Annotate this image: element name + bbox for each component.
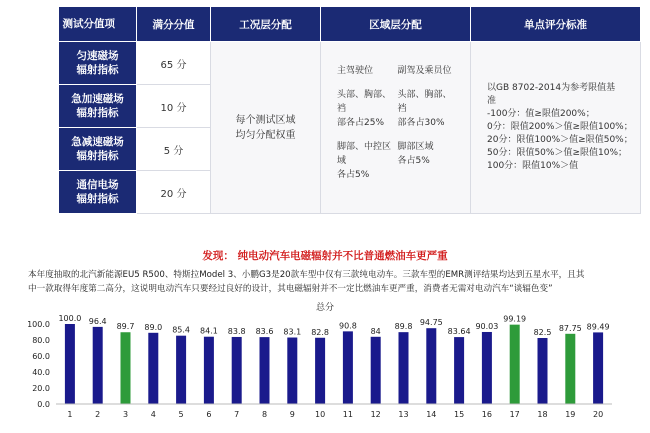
driver-region	[337, 64, 398, 192]
value-label: 89.7	[116, 322, 135, 332]
x-tick-label: 16	[481, 410, 492, 419]
passenger-title: 副驾及乘员位	[397, 65, 452, 76]
bar-19	[565, 334, 575, 404]
metric-cell: 急加速磁场 辐射指标	[59, 85, 137, 128]
x-tick-label: 8	[261, 410, 268, 419]
bar-6	[204, 337, 214, 404]
y-tick-label: 40.0	[32, 368, 50, 377]
value-label: 83.6	[255, 327, 274, 337]
metric-cell: 匀速磁场 辐射指标	[59, 42, 137, 85]
value-label: 89.8	[394, 322, 413, 332]
bar-7	[232, 337, 242, 404]
header-region-alloc: 区域层分配	[321, 7, 471, 42]
passenger-region	[398, 64, 459, 192]
value-label: 99.19	[503, 314, 527, 324]
bar-13	[399, 332, 409, 404]
standard-cell	[471, 42, 641, 214]
value-label: 96.4	[88, 316, 107, 326]
driver-title: 主驾驶位	[337, 65, 374, 76]
bar-3	[121, 332, 131, 404]
passenger-part2: 脚部区域 各占5%	[397, 141, 434, 166]
x-tick-label: 11	[342, 410, 353, 419]
bar-18	[538, 338, 548, 404]
x-tick-label: 15	[454, 410, 465, 419]
value-label: 83.8	[227, 326, 246, 336]
header-full-score: 满分分值	[137, 7, 211, 42]
table-row	[59, 42, 641, 85]
value-label: 85.4	[172, 325, 191, 335]
value-label: 90.03	[475, 321, 499, 331]
x-tick-label: 4	[150, 410, 156, 419]
finding-line-2: 中一款取得年度第二高分，这说明电动汽车只要经过良好的设计，其电磁辐射并不一定比燃油车更严重，消费者无需对电动汽车“谈辐色变”	[28, 284, 553, 294]
value-label: 90.8	[338, 321, 357, 331]
x-tick-label: 12	[370, 410, 381, 419]
x-tick-label: 10	[315, 410, 326, 419]
x-tick-label: 7	[234, 410, 240, 419]
value-label: 89.0	[144, 322, 163, 332]
bar-9	[287, 338, 297, 404]
bar-10	[315, 338, 325, 404]
bar-11	[343, 331, 353, 404]
x-tick-label: 14	[426, 410, 437, 419]
score-cell: 65 分	[137, 42, 211, 85]
score-cell: 20 分	[137, 171, 211, 214]
value-label: 82.5	[533, 328, 552, 337]
score-bar-chart	[0, 298, 650, 433]
bar-5	[176, 336, 186, 404]
y-tick-label: 60.0	[32, 352, 50, 361]
bar-14	[426, 328, 436, 404]
bar-12	[371, 337, 381, 404]
finding-line-1: 本年度抽取的北汽新能源EU5 R500、特斯拉Model 3、小鹏G3是20款车型中仅有三款纯电动车。三款车型的EMR测评结果均达到五星水平，且其	[28, 270, 585, 280]
value-label: 94.75	[419, 318, 443, 328]
header-test-item: 测试分值项	[59, 7, 137, 42]
bar-1	[65, 324, 75, 404]
bar-17	[510, 325, 520, 404]
score-cell: 10 分	[137, 85, 211, 128]
x-tick-label: 20	[593, 410, 604, 419]
value-label: 100.0	[58, 314, 82, 323]
bar-16	[482, 332, 492, 404]
y-tick-label: 80.0	[32, 336, 50, 345]
x-tick-label: 2	[95, 410, 101, 419]
value-labels	[58, 314, 609, 337]
finding-text	[28, 268, 632, 296]
x-tick-label: 3	[122, 410, 129, 419]
value-label: 87.75	[558, 323, 582, 333]
value-label: 83.1	[283, 327, 302, 337]
header-standard: 单点评分标准	[471, 7, 641, 42]
work-alloc-cell: 每个测试区域 均匀分配权重	[211, 42, 321, 214]
value-label: 82.8	[311, 327, 330, 337]
value-label: 83.64	[447, 327, 471, 337]
value-label: 84.1	[199, 326, 218, 336]
standard-text: 以GB 8702-2014为参考限值基 准 -100分：值≥限值200%； 0分：限值200%＞值≥限值100%； 20分：限值100%＞值≥限值50%； 50分：限值50%＞值≥限值10%； 100分：限值10%＞值	[487, 83, 633, 171]
header-work-alloc: 工况层分配	[211, 7, 321, 42]
bar-20	[593, 332, 603, 404]
driver-part2: 脚部、中控区域 各占5%	[337, 141, 392, 180]
x-tick-label: 9	[289, 410, 295, 419]
finding-title: 发现： 纯电动汽车电磁辐射并不比普通燃油车更严重	[202, 250, 448, 262]
x-tick-label: 6	[206, 410, 212, 419]
metric-cell: 急减速磁场 辐射指标	[59, 128, 137, 171]
value-label: 89.49	[586, 322, 610, 332]
x-axis	[56, 404, 612, 419]
chart-title: 总分	[315, 303, 335, 313]
bar-2	[93, 327, 103, 404]
value-label: 84	[370, 326, 381, 336]
metric-cell: 通信电场 辐射指标	[59, 171, 137, 214]
y-tick-label: 20.0	[32, 384, 50, 393]
bar-4	[148, 333, 158, 404]
x-tick-label: 18	[537, 410, 548, 419]
region-alloc-cell	[321, 42, 471, 214]
passenger-part1: 头部、胸部、裆 部各占30%	[397, 89, 452, 128]
x-tick-label: 19	[565, 410, 576, 419]
driver-part1: 头部、胸部、裆 部各占25%	[337, 89, 392, 128]
score-cell: 5 分	[137, 128, 211, 171]
y-axis	[27, 320, 50, 409]
x-tick-label: 13	[398, 410, 409, 419]
table-header-row	[59, 7, 641, 42]
x-tick-label: 1	[67, 410, 73, 419]
x-tick-label: 17	[509, 410, 520, 419]
y-tick-label: 100.0	[27, 320, 50, 329]
bar-8	[260, 337, 270, 404]
y-tick-label: 0.0	[37, 400, 50, 409]
scoring-table	[58, 7, 641, 214]
x-tick-label: 5	[178, 410, 184, 419]
bar-15	[454, 337, 464, 404]
